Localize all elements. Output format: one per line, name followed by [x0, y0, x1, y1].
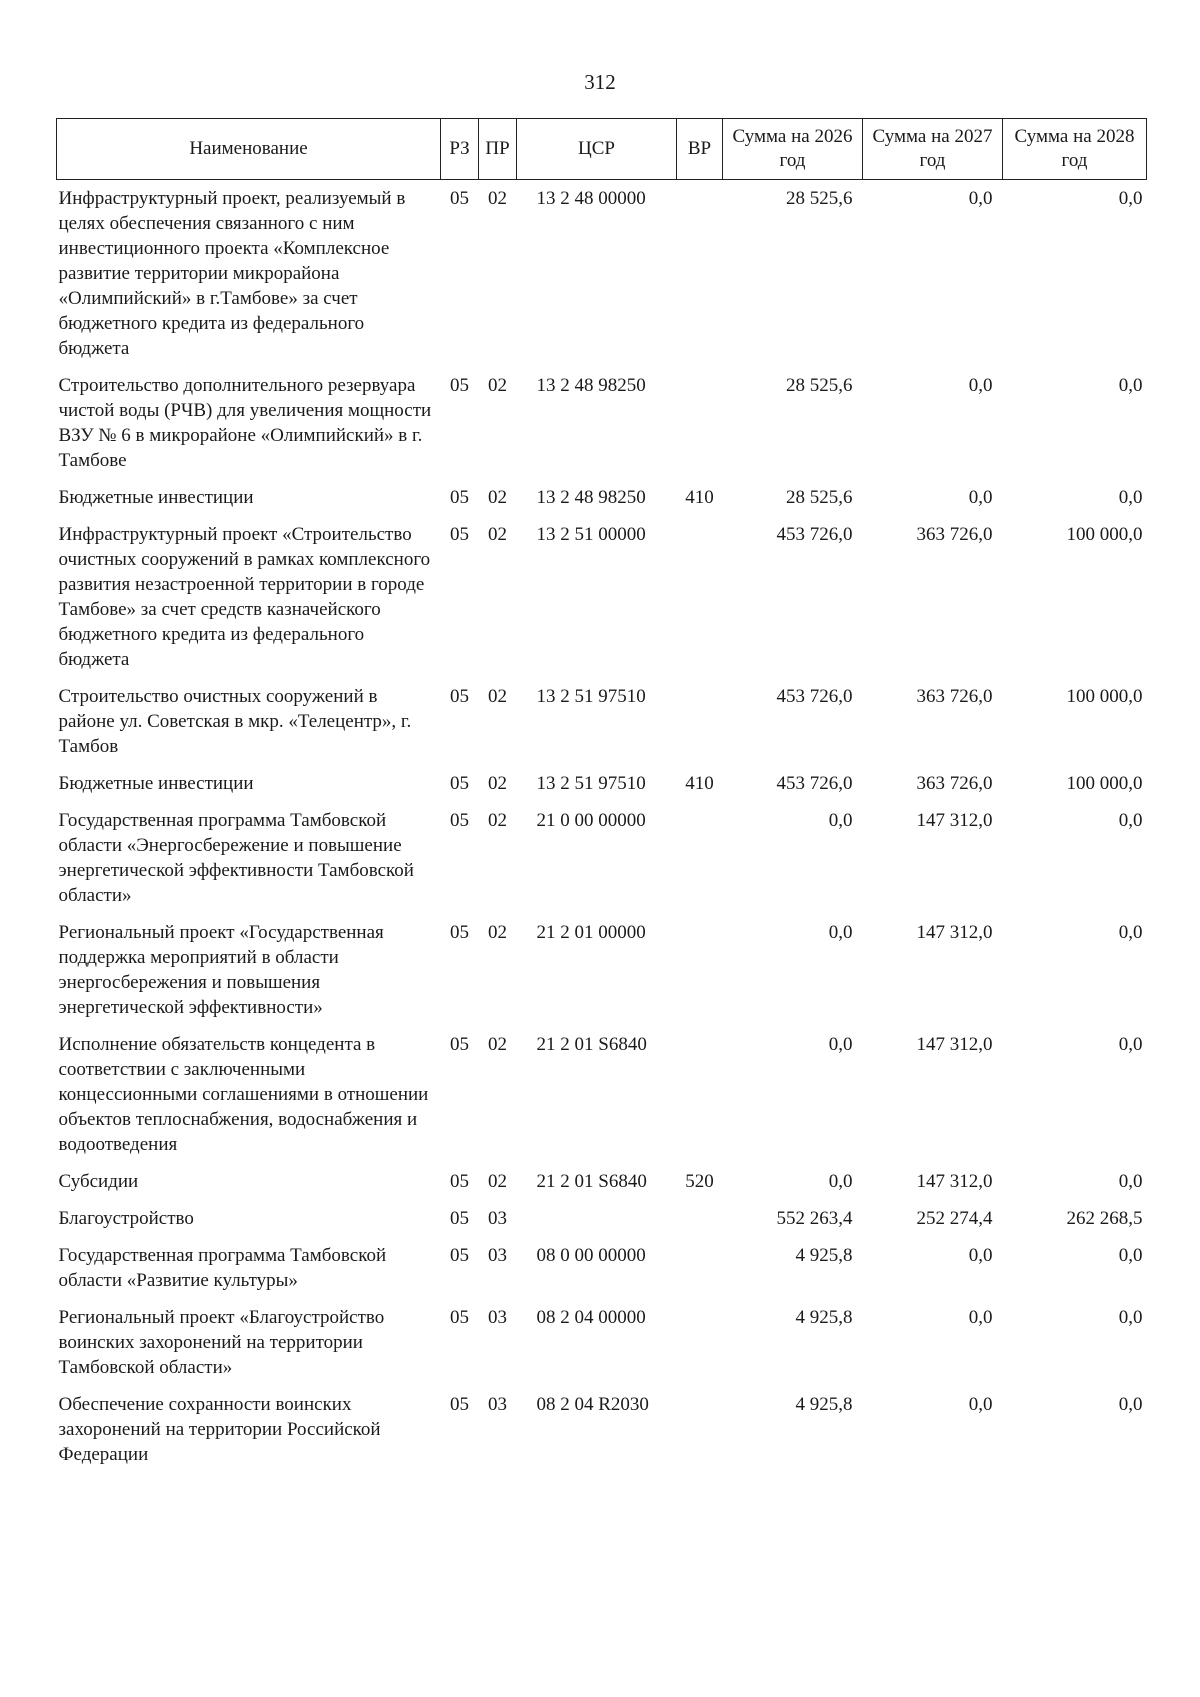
- page-number: 312: [584, 70, 616, 94]
- row-csr: 13 2 51 97510: [536, 773, 646, 794]
- row-rz: 05: [450, 922, 469, 943]
- row-sum-2027: 363 726,0: [916, 686, 993, 707]
- row-rz: 05: [450, 1245, 469, 1266]
- row-csr: 13 2 48 98250: [536, 487, 646, 508]
- row-sum-2027: 0,0: [968, 1394, 993, 1415]
- header-sum-2028: Сумма на 2028 год: [1003, 119, 1147, 180]
- row-vr: [677, 367, 723, 479]
- table-row: [57, 1163, 1147, 1200]
- row-pr: 03: [488, 1208, 507, 1229]
- row-csr: 13 2 51 97510: [536, 686, 646, 707]
- row-sum-2027: 147 312,0: [916, 922, 993, 943]
- row-name: Государственная программа Тамбовской области «Энергосбережение и повышение энергетической эффективности Тамбовской области»: [58, 810, 414, 906]
- row-csr: 08 2 04 R2030: [536, 1394, 649, 1415]
- row-sum-2028: 0,0: [1118, 922, 1143, 943]
- budget-table-container: [56, 118, 1146, 1473]
- row-csr: 21 2 01 S6840: [536, 1171, 647, 1192]
- row-sum-2028: 0,0: [1118, 810, 1143, 831]
- row-rz: 05: [450, 1307, 469, 1328]
- row-name: Строительство очистных сооружений в районе ул. Советская в мкр. «Телецентр», г. Тамбов: [58, 686, 412, 757]
- row-pr: 02: [488, 375, 507, 396]
- row-pr: 03: [488, 1245, 507, 1266]
- row-name: Бюджетные инвестиции: [58, 487, 254, 508]
- row-sum-2027: 0,0: [968, 487, 993, 508]
- row-sum-2027: 363 726,0: [916, 524, 993, 545]
- row-pr: 02: [488, 773, 507, 794]
- table-row: [57, 1026, 1147, 1163]
- row-vr: [677, 180, 723, 368]
- header-csr: ЦСР: [517, 119, 677, 180]
- row-name: Региональный проект «Государственная поддержка мероприятий в области энергосбережения и повышения энергетической эффективности»: [58, 922, 384, 1018]
- row-sum-2027: 363 726,0: [916, 773, 993, 794]
- row-sum-2028: 100 000,0: [1066, 773, 1143, 794]
- row-csr: 08 0 00 00000: [536, 1245, 646, 1266]
- row-vr: [677, 1026, 723, 1163]
- header-name: Наименование: [57, 119, 441, 180]
- row-sum-2028: 0,0: [1118, 188, 1143, 209]
- row-pr: 03: [488, 1307, 507, 1328]
- row-sum-2026: 453 726,0: [776, 686, 853, 707]
- row-sum-2026: 453 726,0: [776, 524, 853, 545]
- row-csr: 21 0 00 00000: [536, 810, 646, 831]
- row-pr: 02: [488, 1171, 507, 1192]
- row-sum-2028: 262 268,5: [1066, 1208, 1143, 1229]
- row-pr: 02: [488, 810, 507, 831]
- table-row: [57, 765, 1147, 802]
- row-rz: 05: [450, 375, 469, 396]
- row-pr: 03: [488, 1394, 507, 1415]
- table-row: [57, 678, 1147, 765]
- row-sum-2028: 0,0: [1118, 487, 1143, 508]
- table-row: [57, 1237, 1147, 1299]
- row-sum-2027: 147 312,0: [916, 1171, 993, 1192]
- row-name: Государственная программа Тамбовской области «Развитие культуры»: [58, 1245, 387, 1291]
- table-row: [57, 516, 1147, 678]
- row-sum-2027: 0,0: [968, 1307, 993, 1328]
- row-sum-2026: 552 263,4: [776, 1208, 853, 1229]
- row-vr: [677, 1299, 723, 1386]
- table-body: [57, 180, 1147, 1474]
- row-csr: [517, 1200, 677, 1237]
- row-name: Строительство дополнительного резервуара чистой воды (РЧВ) для увеличения мощности ВЗУ № 6 в микрорайоне «Олимпийский» в г. Тамбове: [58, 375, 432, 471]
- header-vr: ВР: [677, 119, 723, 180]
- row-name: Субсидии: [58, 1171, 139, 1192]
- row-rz: 05: [450, 1394, 469, 1415]
- row-sum-2027: 252 274,4: [916, 1208, 993, 1229]
- header-sum-2026: Сумма на 2026 год: [723, 119, 863, 180]
- row-sum-2026: 453 726,0: [776, 773, 853, 794]
- row-sum-2028: 0,0: [1118, 1307, 1143, 1328]
- row-name: Инфраструктурный проект «Строительство очистных сооружений в рамках комплексного развития незастроенной территории в городе Тамбове» за счет средств казначейского бюджетного кредита из федерального бюджета: [58, 524, 431, 670]
- row-vr: 410: [685, 487, 714, 508]
- row-name: Исполнение обязательств концедента в соответствии с заключенными концессионными соглашениями в отношении объектов теплоснабжения, водоснабжения и водоотведения: [58, 1034, 429, 1155]
- table-row: [57, 180, 1147, 368]
- row-sum-2028: 0,0: [1118, 1245, 1143, 1266]
- row-vr: [677, 516, 723, 678]
- table-row: [57, 914, 1147, 1026]
- row-rz: 05: [450, 524, 469, 545]
- row-vr: [677, 1200, 723, 1237]
- row-sum-2027: 0,0: [968, 375, 993, 396]
- row-rz: 05: [450, 773, 469, 794]
- row-sum-2027: 0,0: [968, 188, 993, 209]
- row-vr: [677, 802, 723, 914]
- row-sum-2026: 0,0: [828, 810, 853, 831]
- row-sum-2026: 4 925,8: [795, 1245, 853, 1266]
- row-sum-2028: 0,0: [1118, 375, 1143, 396]
- table-row: [57, 479, 1147, 516]
- row-csr: 21 2 01 00000: [536, 922, 646, 943]
- row-csr: 13 2 48 98250: [536, 375, 646, 396]
- row-csr: 21 2 01 S6840: [536, 1034, 647, 1055]
- table-row: [57, 367, 1147, 479]
- row-sum-2026: 0,0: [828, 922, 853, 943]
- row-csr: 08 2 04 00000: [536, 1307, 646, 1328]
- row-rz: 05: [450, 188, 469, 209]
- row-csr: 13 2 51 00000: [536, 524, 646, 545]
- row-name: Благоустройство: [58, 1208, 194, 1229]
- row-sum-2028: 0,0: [1118, 1171, 1143, 1192]
- row-sum-2028: 100 000,0: [1066, 524, 1143, 545]
- row-sum-2028: 0,0: [1118, 1034, 1143, 1055]
- row-vr: 520: [685, 1171, 714, 1192]
- row-sum-2026: 0,0: [828, 1034, 853, 1055]
- row-name: Бюджетные инвестиции: [58, 773, 254, 794]
- row-sum-2027: 147 312,0: [916, 1034, 993, 1055]
- row-rz: 05: [450, 1171, 469, 1192]
- row-rz: 05: [450, 686, 469, 707]
- row-vr: [677, 914, 723, 1026]
- table-row: [57, 1299, 1147, 1386]
- header-sum-2027: Сумма на 2027 год: [863, 119, 1003, 180]
- row-pr: 02: [488, 686, 507, 707]
- row-rz: 05: [450, 487, 469, 508]
- row-vr: [677, 678, 723, 765]
- row-sum-2026: 4 925,8: [795, 1307, 853, 1328]
- row-pr: 02: [488, 1034, 507, 1055]
- row-name: Инфраструктурный проект, реализуемый в целях обеспечения связанного с ним инвестиционного проекта «Комплексное развитие территории микрорайона «Олимпийский» в г.Тамбове» за счет бюджетного кредита из федерального бюджета: [58, 188, 406, 359]
- row-sum-2026: 28 525,6: [786, 375, 853, 396]
- header-rz: РЗ: [441, 119, 479, 180]
- row-pr: 02: [488, 487, 507, 508]
- row-sum-2026: 0,0: [828, 1171, 853, 1192]
- row-sum-2028: 100 000,0: [1066, 686, 1143, 707]
- row-pr: 02: [488, 922, 507, 943]
- row-sum-2026: 28 525,6: [786, 487, 853, 508]
- row-rz: 05: [450, 1034, 469, 1055]
- header-pr: ПР: [479, 119, 517, 180]
- row-name: Обеспечение сохранности воинских захоронений на территории Российской Федерации: [58, 1394, 381, 1465]
- row-rz: 05: [450, 1208, 469, 1229]
- row-sum-2027: 0,0: [968, 1245, 993, 1266]
- row-csr: 13 2 48 00000: [536, 188, 646, 209]
- row-rz: 05: [450, 810, 469, 831]
- table-header: [57, 119, 1147, 180]
- budget-table: [56, 118, 1147, 1473]
- row-sum-2028: 0,0: [1118, 1394, 1143, 1415]
- table-row: [57, 802, 1147, 914]
- row-vr: 410: [685, 773, 714, 794]
- row-sum-2026: 28 525,6: [786, 188, 853, 209]
- row-pr: 02: [488, 524, 507, 545]
- table-row: [57, 1386, 1147, 1473]
- row-sum-2026: 4 925,8: [795, 1394, 853, 1415]
- table-row: [57, 1200, 1147, 1237]
- row-vr: [677, 1237, 723, 1299]
- row-name: Региональный проект «Благоустройство воинских захоронений на территории Тамбовской области»: [58, 1307, 385, 1378]
- row-vr: [677, 1386, 723, 1473]
- row-sum-2027: 147 312,0: [916, 810, 993, 831]
- row-pr: 02: [488, 188, 507, 209]
